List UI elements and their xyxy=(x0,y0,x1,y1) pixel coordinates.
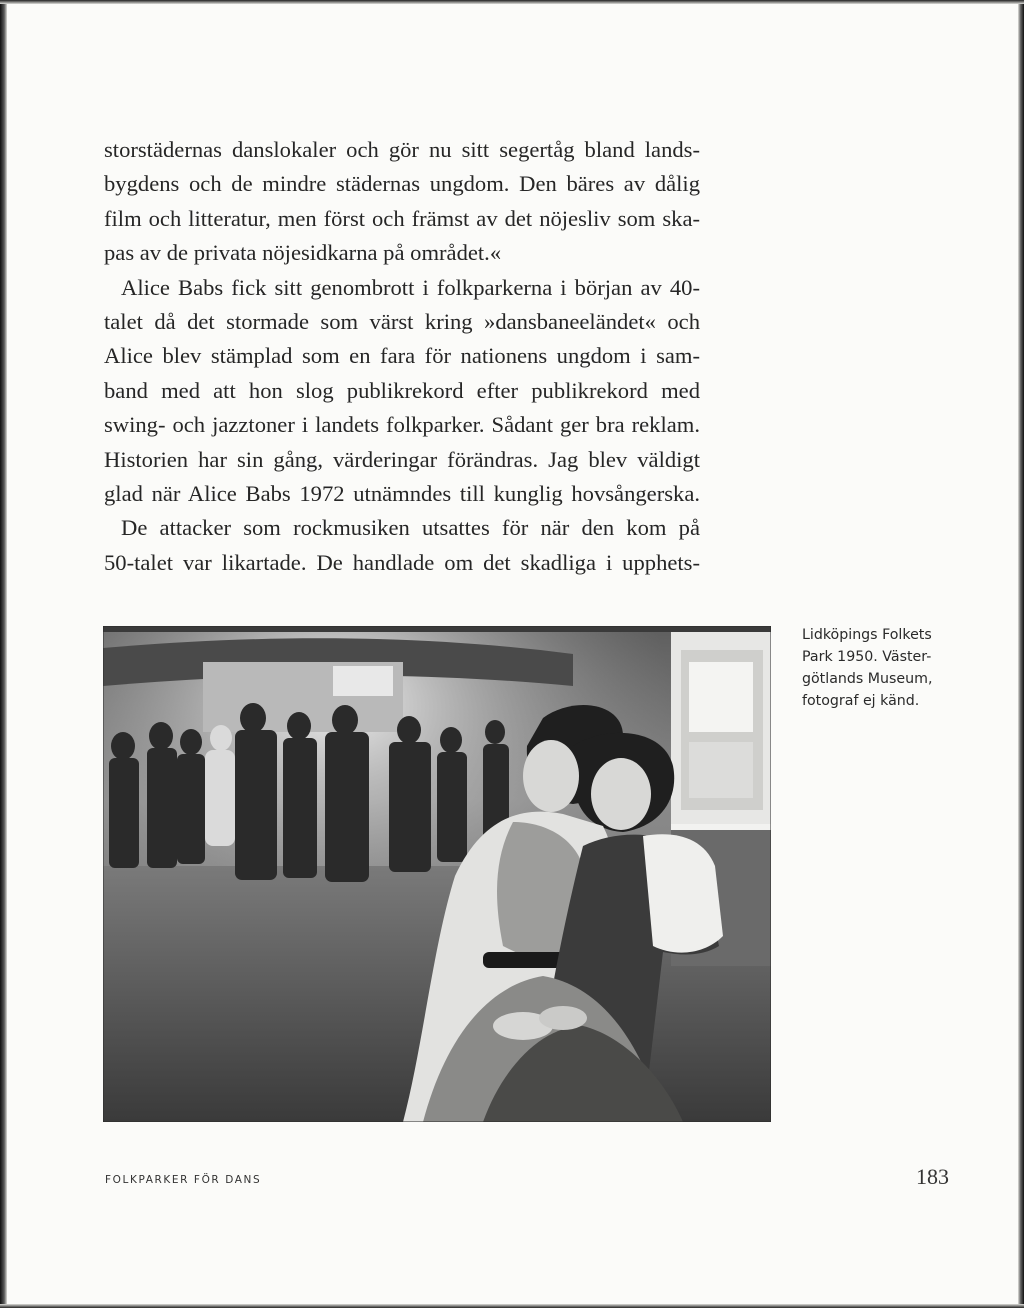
caption-line: Lidköpings Folkets xyxy=(802,627,932,643)
photo-caption xyxy=(802,624,972,712)
body-line: film och litteratur, men först och främst av det nöjesliv som ska- xyxy=(104,205,700,231)
body-line: Alice blev stämplad som en fara för nationens ungdom i sam- xyxy=(104,343,700,369)
caption-line: götlands Museum, xyxy=(802,671,933,687)
body-line: band med att hon slog publikrekord efter publikrekord med xyxy=(104,377,700,403)
body-line: pas av de privata nöjesidkarna på området.« xyxy=(104,240,502,266)
body-line: swing- och jazztoner i landets folkparker. Sådant ger bra reklam. xyxy=(104,412,700,438)
body-line: talet då det stormade som värst kring »dansbaneeländet« och xyxy=(104,309,700,335)
body-line: 50-talet var likartade. De handlade om det skadliga i upphets- xyxy=(104,549,700,575)
body-line: glad när Alice Babs 1972 utnämndes till kunglig hovsångerska. xyxy=(104,481,700,507)
page-edge-shadow-bottom xyxy=(0,1304,1024,1308)
photograph-illustration xyxy=(103,626,771,1122)
body-text xyxy=(104,133,700,580)
page-edge-shadow-right xyxy=(1018,0,1024,1308)
body-line: Alice Babs fick sitt genombrott i folkparkerna i början av 40- xyxy=(121,274,700,300)
page-edge-shadow-top xyxy=(0,0,1024,4)
caption-line: fotograf ej känd. xyxy=(802,693,920,709)
body-line: storstädernas danslokaler och gör nu sitt segertåg bland lands- xyxy=(104,137,700,162)
page-edge-shadow-left xyxy=(0,0,7,1308)
caption-line: Park 1950. Väster- xyxy=(802,649,932,665)
page-number: 183 xyxy=(916,1164,949,1189)
running-head: FOLKPARKER FÖR DANS xyxy=(105,1174,262,1186)
body-line: bygdens och de mindre städernas ungdom. Den bäres av dålig xyxy=(104,171,700,197)
photograph xyxy=(103,626,771,1122)
body-line: De attacker som rockmusiken utsattes för när den kom på xyxy=(121,515,700,541)
body-line: Historien har sin gång, värderingar förändras. Jag blev väldigt xyxy=(104,446,700,472)
